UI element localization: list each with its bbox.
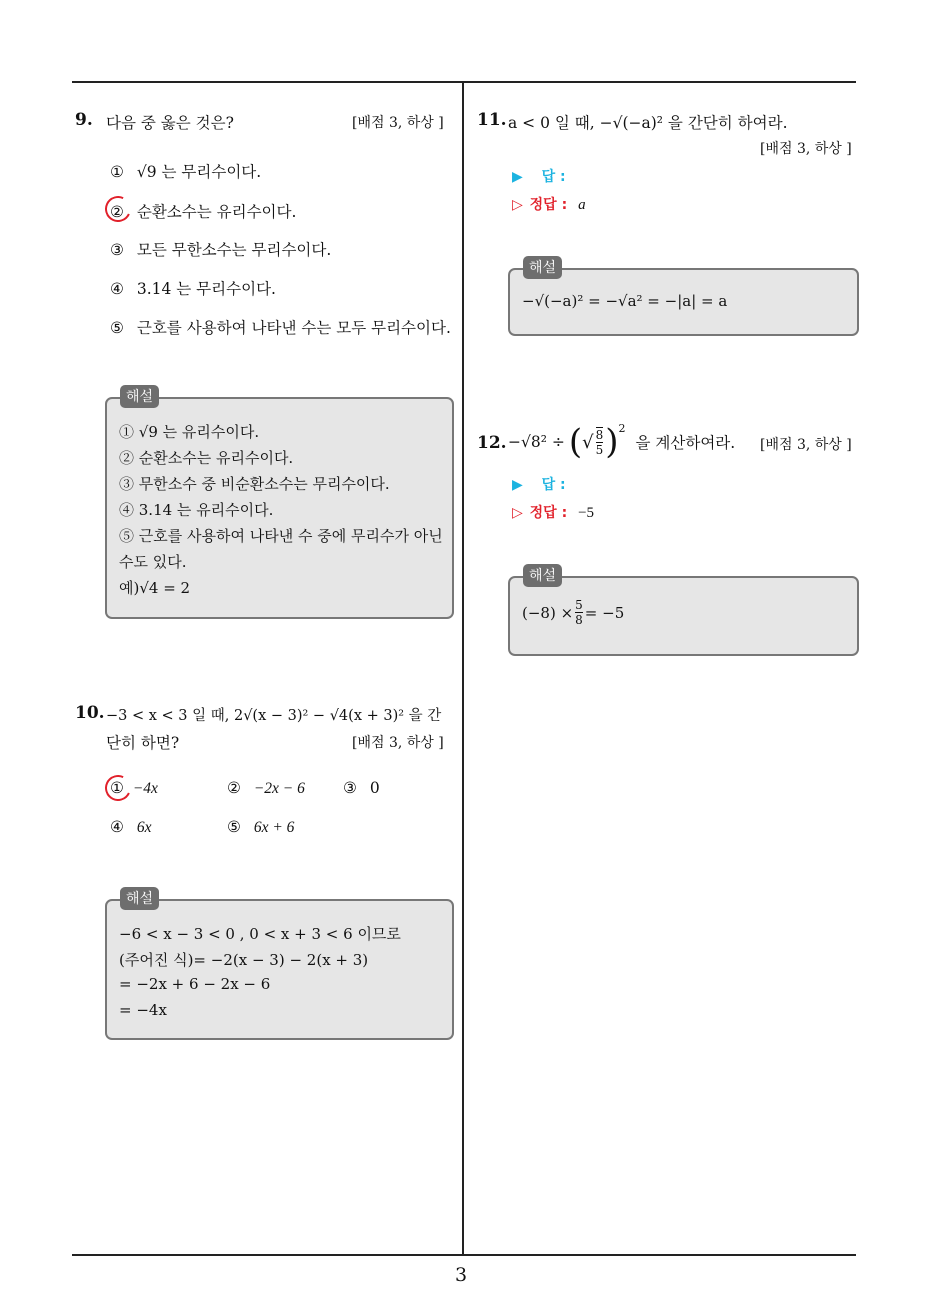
q9-option-5[interactable] (110, 316, 451, 338)
q9-option-2[interactable] (110, 200, 296, 222)
q9-explanation-tag: 해설 (120, 385, 159, 408)
option-mark: ⑤ (227, 818, 241, 836)
q10-explanation-line: (주어진 식)= −2(x − 3) − 2(x + 3) (119, 951, 369, 969)
play-outline-icon: ▷ (512, 505, 523, 521)
option-text: √9 는 무리수이다. (136, 163, 262, 181)
option-mark: ④ (110, 280, 124, 298)
option-mark: ④ (110, 818, 124, 836)
page-number: 3 (455, 1264, 468, 1286)
play-icon: ▶ (512, 477, 523, 493)
q9-explanation-line: 예)√4 = 2 (119, 579, 191, 597)
option-mark: ③ (110, 241, 124, 259)
q10-option-5[interactable] (227, 818, 294, 837)
q12-question-post: 을 계산하여라. (635, 434, 736, 452)
q11-correct-row (512, 194, 586, 214)
q9-score: [배점 3, 하상 ] (352, 115, 444, 131)
option-mark: ① (110, 163, 124, 181)
q12-correct-row (512, 502, 594, 522)
q9-number: 9. (75, 110, 93, 130)
q11-correct-value: a (578, 197, 586, 213)
q9-option-4[interactable] (110, 277, 276, 299)
q12-explanation-fraction (575, 598, 583, 627)
q12-expl-frac-den: 8 (575, 613, 583, 627)
q12-paren-open: ( (568, 422, 583, 462)
option-mark: ③ (343, 779, 357, 797)
option-text: 근호를 사용하여 나타낸 수는 모두 무리수이다. (136, 319, 451, 337)
column-divider (462, 82, 464, 1255)
q9-explanation-line: ③ 무한소수 중 비순환소수는 무리수이다. (119, 475, 390, 493)
q12-answer-row (512, 474, 566, 494)
q12-question-pre: −√8² ÷ (508, 433, 565, 451)
option-text: 6x + 6 (253, 819, 295, 836)
q12-fraction (596, 427, 604, 457)
q9-explanation-line: ① √9 는 유리수이다. (119, 423, 260, 441)
q10-explanation-tag: 해설 (120, 887, 159, 910)
option-text: 모든 무한소수는 무리수이다. (136, 241, 332, 259)
q11-answer-row (512, 166, 566, 186)
option-text: 3.14 는 무리수이다. (136, 280, 276, 298)
q12-explanation-line (522, 598, 624, 627)
q9-explanation-line: ④ 3.14 는 유리수이다. (119, 501, 274, 519)
q11-number: 11. (477, 110, 507, 130)
option-mark: ① (110, 779, 124, 797)
option-text: 6x (136, 819, 152, 836)
q9-option-3[interactable] (110, 238, 331, 260)
option-text: −2x − 6 (253, 780, 305, 797)
q12-number: 12. (477, 433, 507, 453)
play-icon: ▶ (512, 169, 523, 185)
q12-frac-den: 5 (595, 443, 604, 457)
option-text: 0 (369, 779, 380, 797)
q10-question-line1: −3 < x < 3 일 때, 2√(x − 3)² − √4(x + 3)² 을 간 (106, 708, 442, 724)
q12-correct-value: −5 (578, 505, 595, 521)
q12-frac-num: 8 (595, 428, 604, 442)
q10-number: 10. (75, 703, 105, 723)
q10-option-3[interactable] (343, 779, 380, 797)
q9-explanation-box (105, 397, 454, 619)
q11-score: [배점 3, 하상 ] (760, 141, 852, 157)
q12-explanation-post: = −5 (584, 603, 625, 622)
q9-question: 다음 중 옳은 것은? (106, 114, 234, 132)
q10-explanation-line: = −2x + 6 − 2x − 6 (119, 975, 271, 993)
q12-paren-close: ) (605, 422, 619, 462)
bottom-rule (72, 1254, 856, 1256)
q12-explanation-tag: 해설 (523, 564, 562, 587)
option-mark: ⑤ (110, 319, 124, 337)
q10-option-1[interactable] (110, 779, 158, 798)
q10-option-2[interactable] (227, 779, 305, 798)
option-mark: ② (227, 779, 241, 797)
play-outline-icon: ▷ (512, 197, 523, 213)
q12-explanation-pre: (−8) × (522, 603, 574, 622)
q11-answer-label: 답 : (541, 169, 566, 185)
q9-explanation-line: 수도 있다. (119, 553, 187, 571)
q9-explanation-line: ② 순환소수는 유리수이다. (119, 449, 294, 467)
q10-explanation-line: = −4x (119, 1001, 167, 1019)
q11-explanation-tag: 해설 (523, 256, 562, 279)
q12-expl-frac-num: 5 (575, 598, 583, 612)
q10-score: [배점 3, 하상 ] (352, 735, 444, 751)
q12-score: [배점 3, 하상 ] (760, 437, 852, 453)
q10-option-4[interactable] (110, 818, 151, 837)
q11-explanation-box (508, 268, 859, 336)
q12-exponent: 2 (618, 422, 626, 435)
q11-correct-label: 정답 : (529, 197, 568, 213)
q10-explanation-line: −6 < x − 3 < 0 , 0 < x + 3 < 6 이므로 (119, 925, 401, 943)
q9-option-1[interactable] (110, 160, 261, 182)
option-text: 순환소수는 유리수이다. (136, 203, 297, 221)
q11-explanation-line: −√(−a)² = −√a² = −|a| = a (522, 292, 728, 310)
option-text: −4x (132, 780, 158, 797)
top-rule (72, 81, 856, 83)
q12-question (508, 420, 735, 464)
q12-explanation-box (508, 576, 859, 656)
q10-question-line2: 단히 하면? (106, 734, 180, 752)
q11-question: a < 0 일 때, −√(−a)² 을 간단히 하여라. (508, 114, 788, 132)
q12-sqrt-sign: √ (582, 431, 594, 453)
option-mark: ② (110, 203, 124, 221)
q12-correct-label: 정답 : (529, 505, 568, 521)
q10-explanation-box (105, 899, 454, 1040)
q9-explanation-line: ⑤ 근호를 사용하여 나타낸 수 중에 무리수가 아닌 (119, 527, 443, 545)
q12-answer-label: 답 : (541, 477, 566, 493)
